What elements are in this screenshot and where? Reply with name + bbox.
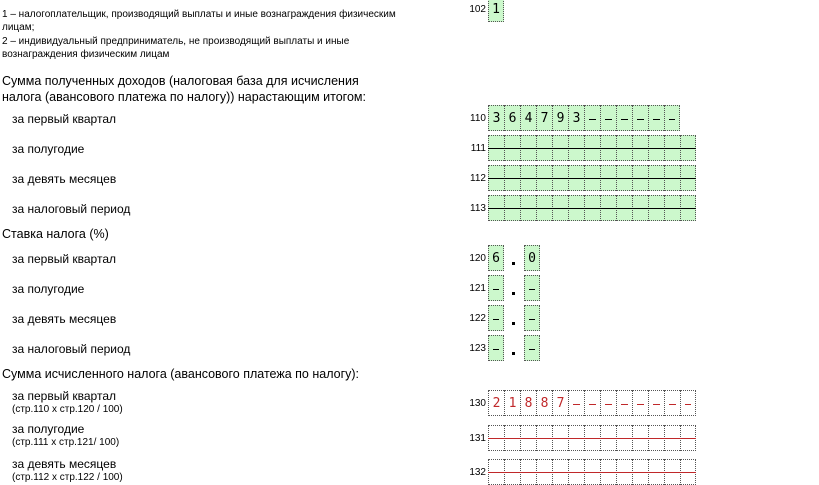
field-123[interactable] [488,335,540,361]
rate-row-label: за первый квартал [12,252,117,266]
rate-row-label: за девять месяцев [12,312,117,326]
digit-cell[interactable]: 7 [552,390,568,416]
rate-int-cell[interactable] [488,275,504,301]
decimal-point [504,275,524,301]
income-row-label: за первый квартал [12,112,117,126]
rate-frac-cell[interactable] [524,275,540,301]
empty-dash-cell[interactable] [680,390,696,416]
digit-cell[interactable]: 1 [504,390,520,416]
empty-dash-cell[interactable] [584,390,600,416]
taxpayer-type-note-line2: лицам; [2,22,35,33]
rate-row-label: за полугодие [12,282,85,296]
income-heading-line2: налога (авансового платежа по налогу)) нарастающим итогом: [2,90,366,104]
digit-cell[interactable]: 8 [520,390,536,416]
line-code-112: 112 [470,173,486,184]
empty-dash-cell[interactable] [600,105,616,131]
line-code-132: 132 [469,467,486,478]
line-code-121: 121 [469,283,486,294]
line-code-130: 130 [469,398,486,409]
line-code-123: 123 [469,343,486,354]
field-102[interactable] [488,0,504,22]
rate-frac-cell[interactable] [524,335,540,361]
rate-heading: Ставка налога (%) [2,227,109,241]
decimal-point [504,335,524,361]
field-130[interactable] [488,390,696,416]
tax-row-label: за полугодие [12,422,85,436]
empty-dash-cell[interactable] [584,105,600,131]
empty-dash-cell[interactable] [632,390,648,416]
tax-row-label: за девять месяцев [12,457,117,471]
digit-cell[interactable]: 9 [552,105,568,131]
digit-cell[interactable]: 6 [504,105,520,131]
rate-frac-cell[interactable]: 0 [524,245,540,271]
taxpayer-type-note-line4: вознаграждения физическим лицам [2,49,170,60]
field-121[interactable] [488,275,540,301]
field-120[interactable] [488,245,540,271]
field-102-cell[interactable]: 1 [488,0,504,22]
tax-row-label: за первый квартал [12,389,117,403]
digit-cell[interactable]: 7 [536,105,552,131]
line-code-110: 110 [470,113,486,124]
field-110[interactable] [488,105,680,131]
line-code-122: 122 [469,313,486,324]
line-code-113: 113 [470,203,486,214]
empty-dash-cell[interactable] [648,390,664,416]
field-132[interactable] [488,459,696,485]
empty-dash-cell[interactable] [648,105,664,131]
empty-dash-cell[interactable] [568,390,584,416]
taxpayer-type-note-line1: 1 – налогоплательщик, производящий выплаты и иные вознаграждения физическим [2,9,396,20]
digit-cell[interactable]: 8 [536,390,552,416]
line-code-111: 111 [470,143,486,154]
rate-row-label: за налоговый период [12,342,131,356]
digit-cell[interactable]: 4 [520,105,536,131]
tax-row-formula: (стр.111 х стр.121/ 100) [12,437,120,448]
empty-dash-cell[interactable] [600,390,616,416]
rate-int-cell[interactable] [488,335,504,361]
line-code-120: 120 [469,253,486,264]
tax-heading: Сумма исчисленного налога (авансового платежа по налогу): [2,367,360,381]
rate-frac-cell[interactable] [524,305,540,331]
line-code-102: 102 [469,4,486,15]
field-112[interactable] [488,165,696,191]
digit-cell[interactable]: 3 [488,105,504,131]
empty-dash-cell[interactable] [616,390,632,416]
decimal-point [504,305,524,331]
empty-dash-cell[interactable] [632,105,648,131]
digit-cell[interactable]: 2 [488,390,504,416]
income-row-label: за полугодие [12,142,85,156]
tax-row-formula: (стр.112 х стр.122 / 100) [12,472,123,483]
empty-dash-cell[interactable] [664,105,680,131]
digit-cell[interactable]: 3 [568,105,584,131]
line-code-131: 131 [469,433,486,444]
rate-int-cell[interactable] [488,305,504,331]
income-row-label: за налоговый период [12,202,131,216]
decimal-point [504,245,524,271]
field-111[interactable] [488,135,696,161]
field-113[interactable] [488,195,696,221]
income-row-label: за девять месяцев [12,172,117,186]
rate-int-cell[interactable]: 6 [488,245,504,271]
empty-dash-cell[interactable] [616,105,632,131]
tax-row-formula: (стр.110 х стр.120 / 100) [12,404,123,415]
field-122[interactable] [488,305,540,331]
field-131[interactable] [488,425,696,451]
empty-dash-cell[interactable] [664,390,680,416]
taxpayer-type-note-line3: 2 – индивидуальный предприниматель, не производящий выплаты и иные [2,36,350,47]
income-heading-line1: Сумма полученных доходов (налоговая база для исчисления [2,74,359,88]
